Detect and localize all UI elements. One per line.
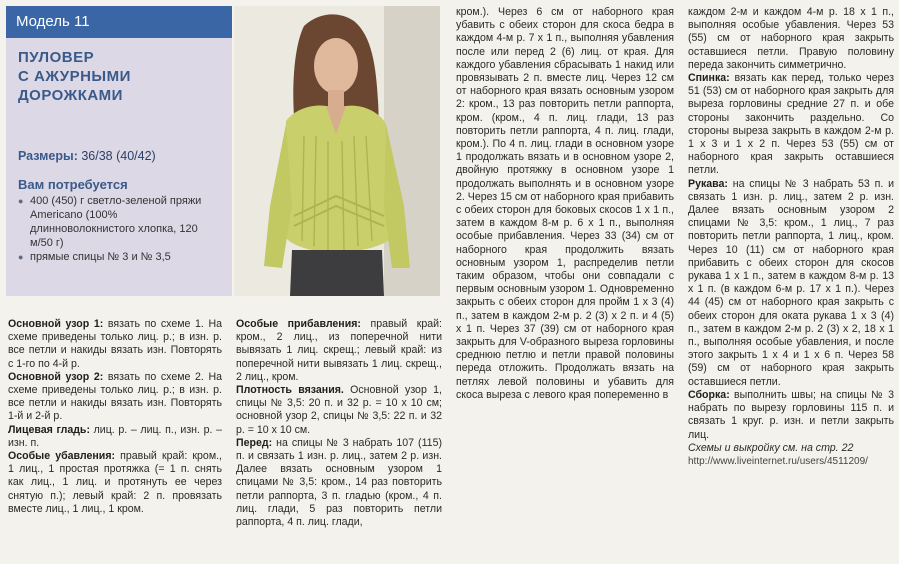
footer-note: Схемы и выкройку см. на стр. 22 bbox=[688, 441, 854, 454]
paragraph-front-end: каждом 2-м и каждом 4-м р. 18 х 1 п., выполняя особые убавления. Через 53 (55) см от наборного края закрыть оставшиеся петли. Правую половину переда закончить симметрично. bbox=[688, 6, 894, 71]
gauge-label: Плотность вязания. bbox=[236, 384, 344, 397]
back-text: вязать как перед, только через 51 (53) см от наборного края закрыть для выреза горловины средние 27 п. и обе стороны закончить раздельно. Со стороны выреза закрыть в каждом 2-м р. 1 х 3 и 1 х 2 п. Через 53 (55) см от наборного края закрыть оставшиеся петли. bbox=[688, 72, 894, 177]
source-url: http://www.liveinternet.ru/users/4511209/ bbox=[688, 455, 868, 467]
gauge-text: Основной узор 1, спицы № 3,5: 20 п. и 32 р. = 10 х 10 см; основной узор 2, спицы № 3,5: 22 п. и 32 р. = 10 х 10 см. bbox=[236, 384, 442, 436]
assembly-text: выполнить швы; на спицы № 3 набрать по вырезу горловины 115 п. и связать 1 круг. р. изн. и петли закрыть лиц. bbox=[688, 388, 894, 441]
pattern-2-label: Основной узор 2: bbox=[8, 370, 104, 383]
paragraph-increases bbox=[236, 318, 442, 384]
decreases-label: Особые убавления: bbox=[8, 450, 116, 463]
text-column-4 bbox=[688, 6, 894, 468]
sizes-value: 36/38 (40/42) bbox=[81, 149, 156, 163]
front-text: на спицы № 3 набрать 107 (115) п. и связать 1 изн. р. лиц., затем 2 р. изн. Далее вязать основным узором 1 спицами № 3,5: кром., 14 раз повторить петли раппорта, 3 п. гладью (кром., 4 п. лиц. глади, 5 раз повторить петли раппорта, 4 п. лиц. глади, bbox=[236, 436, 442, 529]
title-line-1: ПУЛОВЕР bbox=[18, 49, 95, 66]
needs-item-needles: ● прямые спицы № 3 и № 3,5 bbox=[18, 250, 220, 264]
back-label: Спинка: bbox=[688, 72, 730, 85]
pattern-1-label: Основной узор 1: bbox=[8, 318, 104, 330]
paragraph-stockinette bbox=[8, 424, 222, 450]
photo-illustration bbox=[234, 6, 440, 296]
stockinette-text: лиц. р. – лиц. п., изн. р. – изн. п. bbox=[8, 423, 222, 449]
pattern-1-text: вязать по схеме 1. На схеме приведены только лиц. р.; в изн. р. все петли и накиды вязать изн. Повторять с 1-го по 4-й р. bbox=[8, 318, 222, 370]
sleeves-text: на спицы № 3 набрать 53 п. и связать 1 изн. р. лиц., затем 2 р. изн. Далее вязать основным узором 2 спицами № 3,5: кром., 1 лиц., 7 раз повторить петли раппорта, 1 лиц., кром. Через 10 (11) см от наборного края прибавить с обеих сторон для скосов рукава 1 х 1 п., затем в каждом 8-м р. 13 х 1 п. (в каждом 6-м р. 17 х 1 п.). Через 44 (45) см от наборного края закрыть с обеих сторон для оката рукава 1 х 3 (4) п., затем в каждом 2-м р. 2 (3) х 2, 18 х 1 п., выполняя особые убавления, и после этого закрыть 1 х 4 и 1 х 6 п. Через 58 (59) см от наборного края закрыть оставшиеся петли. bbox=[688, 177, 894, 388]
paragraph-pattern-1 bbox=[8, 318, 222, 371]
increases-text: правый край: кром., 2 лиц., из поперечной нити вывязать 1 лиц. скрещ.; левый край: из поперечной нити вывязать 1 лиц. скрещ., 2 лиц., кром. bbox=[236, 318, 442, 383]
needs-item-yarn: ● 400 (450) г светло-зеленой пряжи Americano (100% длинноволокнистого хлопка, 120 м/50 г) bbox=[18, 194, 220, 250]
sizes-label: Размеры: bbox=[18, 149, 78, 163]
stockinette-label: Лицевая гладь: bbox=[8, 423, 90, 436]
paragraph-assembly bbox=[688, 389, 894, 442]
text-column-1 bbox=[8, 318, 222, 516]
needs-list bbox=[18, 194, 220, 264]
needs-heading: Вам потребуется bbox=[18, 177, 128, 192]
text-column-2 bbox=[236, 318, 442, 529]
intro-box bbox=[6, 38, 232, 296]
increases-label: Особые прибавления: bbox=[236, 318, 361, 330]
paragraph-front-continued: кром.). Через 6 см от наборного края убавить с обеих сторон для скоса бедра в каждом 4-м р. 7 х 1 п., выполняя убавления после или перед 2 (6) лиц. от края. Для каждого убавления сбрасывать 1 накид или провязывать 2 п. вместе лиц. Через 12 см от наборного края вязать основным узором 2: кром., 13 раз повторить петли раппорта, кром. (кром., 4 п. лиц. глади, 13 раз повторить петли раппорта, 4 п. лиц. глади, кром.). По 4 п. лиц. глади в основном узоре 1 продолжать вязать и в основном узоре 2, двойную протяжку в основном узоре 1 продолжать выполнять и в основном узоре 2. Через 15 см от наборного края прибавить с обеих сторон для боковых скосов 1 х 1 п., затем в каждом 8-м р. 6 х 1 п., выполняя особые прибавления. Через 33 (34) см от наборного края продолжить вязать основным узором 1, распределив петли таким образом, чтобы они совпадали с первым основным узором 1. Одновременно закрыть с обеих сторон для пройм 1 х 3 (4) п., затем в каждом 2-м р. 2 (3) х 2 п. и 4 (5) х 1 п. Через 37 (39) см от наборного края закрыть для V-образного выреза горловины среднюю петлю и петли правой половины переда отложить. Продолжать вязать на петлях левой половины и убавить для скоса выреза с левого края попеременно в bbox=[456, 6, 674, 401]
paragraph-pattern-2 bbox=[8, 371, 222, 424]
assembly-label: Сборка: bbox=[688, 388, 730, 401]
model-label: Модель 11 bbox=[6, 6, 232, 38]
model-photo bbox=[234, 6, 440, 296]
pattern-2-text: вязать по схеме 2. На схеме приведены только лиц. р.; в изн. р. все петли и накиды вязать изн. Повторять 1-й и 2-й р. bbox=[8, 370, 222, 423]
decreases-text: правый край: кром., 1 лиц., 1 простая протяжка (= 1 п. снять как лиц., 1 лиц. и протянуть ее через снятую п.); левый край: 2 п. провязать вместе лиц., 1 лиц., 1 кром. bbox=[8, 450, 222, 515]
text-column-3 bbox=[456, 6, 674, 402]
paragraph-sleeves bbox=[688, 178, 894, 389]
paragraph-decreases bbox=[8, 450, 222, 516]
front-label: Перед: bbox=[236, 436, 273, 449]
sizes-line bbox=[18, 149, 220, 163]
title-line-2: С АЖУРНЫМИ bbox=[18, 68, 131, 85]
paragraph-front bbox=[236, 437, 442, 529]
sleeves-label: Рукава: bbox=[688, 177, 728, 190]
paragraph-gauge bbox=[236, 384, 442, 437]
paragraph-back bbox=[688, 72, 894, 178]
title-line-3: ДОРОЖКАМИ bbox=[18, 87, 123, 104]
